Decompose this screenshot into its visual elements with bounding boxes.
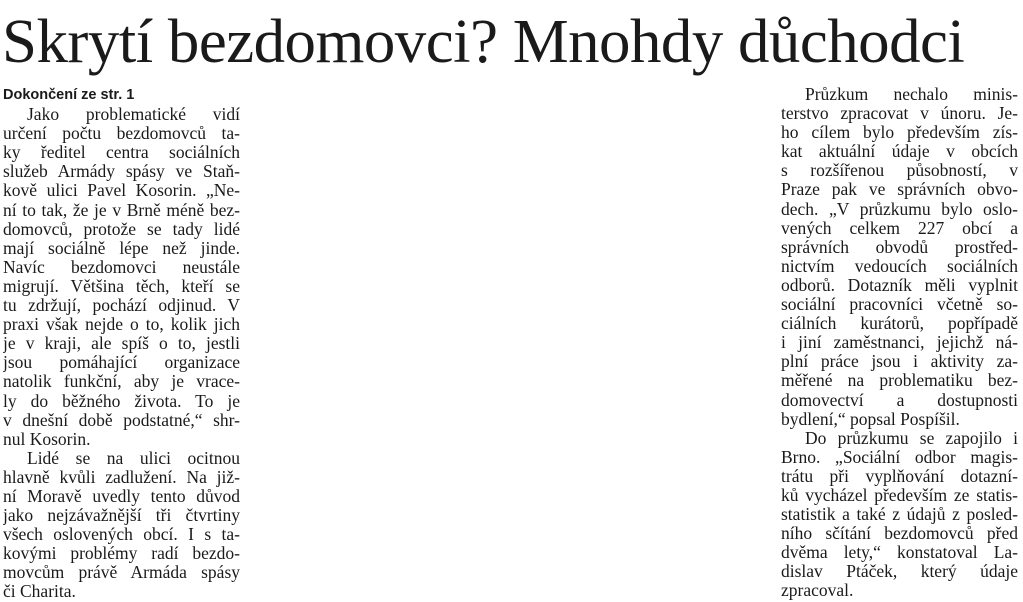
text-line: v dnešní době podstatné,“ shr- <box>3 410 240 430</box>
text-line: s rozšířenou působností, v <box>781 161 1018 181</box>
left-column-text <box>3 105 240 601</box>
text-line: migrují. Většina těch, kteří se <box>3 276 240 296</box>
text-line: trátu při vyplňování dotazní- <box>781 466 1018 486</box>
text-line: kovými problémy radí bezdo- <box>3 544 240 564</box>
text-line: Průzkum nechalo minis- <box>805 85 1018 104</box>
text-line: jsou pomáhající organizace <box>3 353 240 373</box>
text-line: ní to tak, že je v Brně méně bez- <box>3 200 240 220</box>
text-line: kově ulici Pavel Kosorin. „Ne- <box>3 181 240 201</box>
text-line: ky ředitel centra sociálních <box>3 143 240 163</box>
right-column-text <box>781 85 1018 601</box>
text-line: i jiní zaměstnanci, jejichž ná- <box>781 333 1018 353</box>
text-line: nul Kosorin. <box>3 429 91 449</box>
text-line: ního sčítání bezdomovců před <box>781 524 1018 544</box>
continuation-note: Dokončení ze str. 1 <box>3 87 135 103</box>
text-line: hlavně kvůli zadlužení. Na již- <box>3 467 240 487</box>
text-line: nictvím vedoucích sociálních <box>781 256 1018 276</box>
text-line: či Charita. <box>3 582 76 602</box>
text-line: dvěma lety,“ konstatoval La- <box>781 543 1018 563</box>
text-line: bydlení,“ popsal Pospíšil. <box>781 409 960 429</box>
text-line: natolik funkční, aby je vrace- <box>3 372 240 392</box>
text-line: dech. „V průzkumu bylo oslo- <box>781 199 1018 219</box>
text-line: domovectví a dostupnosti <box>781 390 1018 410</box>
text-line: Lidé se na ulici ocitnou <box>27 448 240 468</box>
text-line: služeb Armády spásy ve Staň- <box>3 162 240 182</box>
text-line: domovců, protože se tady lidé <box>3 219 240 239</box>
text-line: mají sociálně lépe než jinde. <box>3 238 240 258</box>
text-line: správních obvodů prostřed- <box>781 237 1018 257</box>
text-line: terstvo zpracovat v únoru. Je- <box>781 104 1018 124</box>
text-line: zpracoval. <box>781 581 854 601</box>
text-line: movcům právě Armáda spásy <box>3 563 240 583</box>
text-line: je v kraji, ale spíš o to, jestli <box>3 334 240 354</box>
text-line: kat aktuální údaje v obcích <box>781 142 1018 162</box>
text-line: vených celkem 227 obcí a <box>781 218 1018 238</box>
headline: Skrytí bezdomovci? Mnohdy důchodci <box>2 6 965 76</box>
text-line: ní Moravě uvedly tento důvod <box>3 486 240 506</box>
text-line: určení počtu bezdomovců ta- <box>3 124 240 144</box>
text-line: měřené na problematiku bez- <box>781 371 1018 391</box>
text-line: tu zdržují, pochází odjinud. V <box>3 296 240 316</box>
text-line: Jako problematické vidí <box>27 105 240 125</box>
text-line: Navíc bezdomovci neustále <box>3 257 240 277</box>
text-line: sociální pracovníci včetně so- <box>781 295 1018 315</box>
text-line: všech oslovených obcí. I s ta- <box>3 525 240 545</box>
text-line: ly do běžného života. To je <box>3 391 240 411</box>
text-line: jako nejzávažnější tři čtvrtiny <box>3 506 240 526</box>
article-column-left <box>3 85 240 602</box>
text-line: ho cílem bylo především zís- <box>781 123 1018 143</box>
article-column-right <box>781 85 1018 601</box>
text-line: praxi však nejde o to, kolik jich <box>3 315 240 335</box>
text-line: Brno. „Sociální odbor magis- <box>781 447 1018 467</box>
text-line: statistik a také z údajů z posled- <box>781 505 1018 525</box>
text-line: Do průzkumu se zapojilo i <box>805 428 1018 448</box>
text-line: ků vycházel především ze statis- <box>781 485 1018 505</box>
text-line: Praze pak ve správních obvo- <box>781 180 1018 200</box>
text-line: ciálních kurátorů, popřípadě <box>781 314 1018 334</box>
text-line: odborů. Dotazník měli vyplnit <box>781 275 1018 295</box>
text-line: dislav Ptáček, který údaje <box>781 562 1018 582</box>
text-line: plní práce jsou i aktivity za- <box>781 352 1018 372</box>
